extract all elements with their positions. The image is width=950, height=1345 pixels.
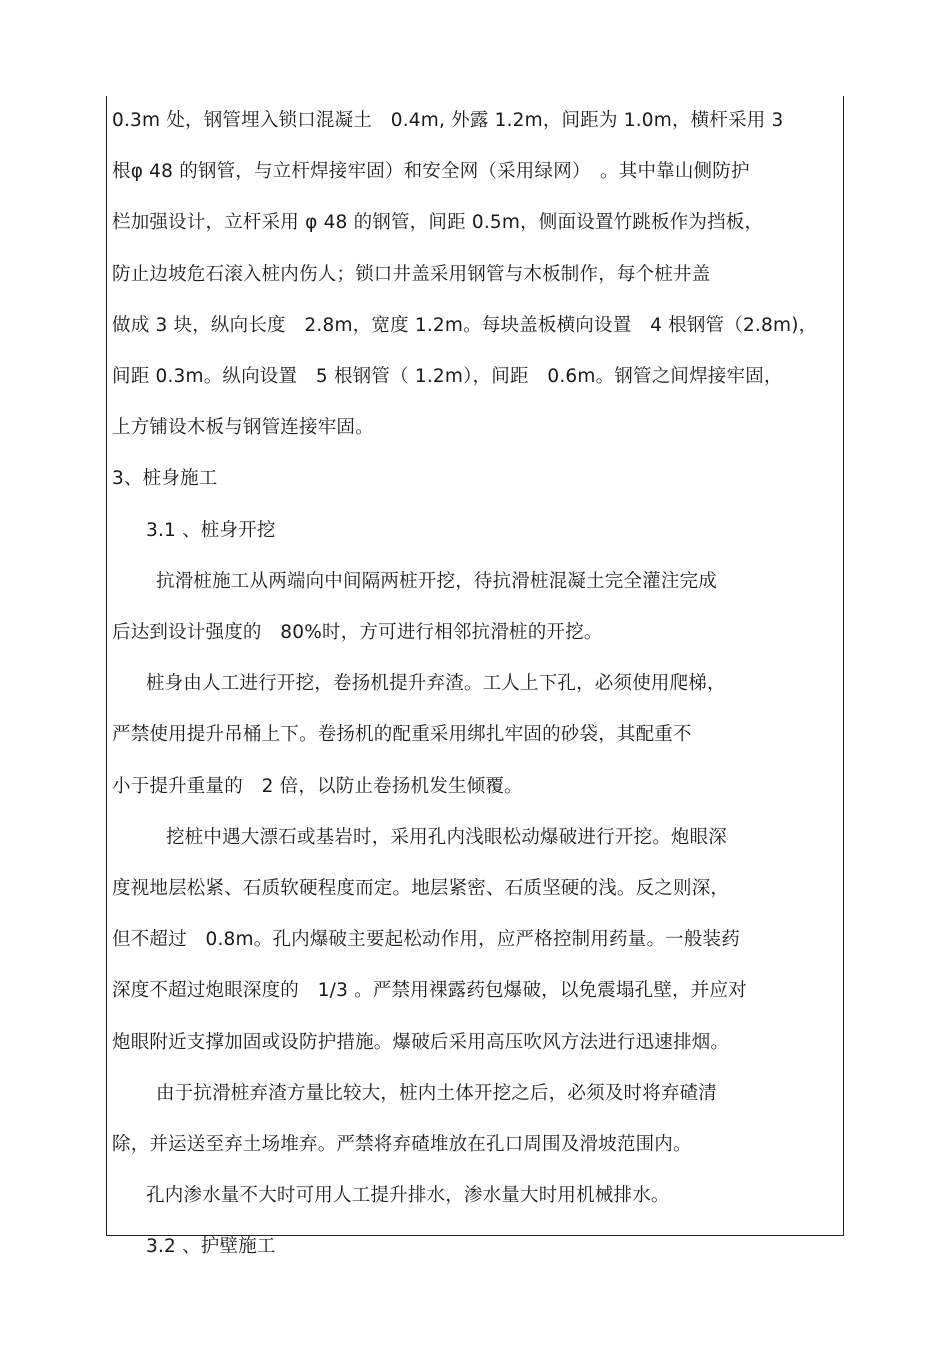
text-line: 栏加强设计，立杆采用 φ 48 的钢管，间距 0.5m，侧面设置竹跳板作为挡板， [112,212,764,233]
text-line: 抗滑桩施工从两端向中间隔两桩开挖，待抗滑桩混凝土完全灌注完成 [156,571,718,592]
section-heading: 3、桩身施工 [112,468,218,489]
subsection-heading: 3.1 、桩身开挖 [146,520,276,541]
text-line: 孔内渗水量不大时可用人工提升排水，渗水量大时用机械排水。 [146,1185,670,1206]
text-line: 根φ 48 的钢管，与立杆焊接牢固）和安全网（采用绿网） 。其中靠山侧防护 [112,161,750,182]
subsection-heading: 3.2 、护壁施工 [146,1236,276,1257]
text-line: 但不超过 0.8m。孔内爆破主要起松动作用，应严格控制用药量。一般装药 [112,929,740,950]
text-line: 度视地层松紧、石质软硬程度而定。地层紧密、石质坚硬的浅。反之则深， [112,878,730,899]
text-line: 深度不超过炮眼深度的 1/3 。严禁用裸露药包爆破，以免震塌孔壁，并应对 [112,980,747,1001]
text-line: 由于抗滑桩弃渣方量比较大，桩内土体开挖之后，必须及时将弃碴清 [156,1083,718,1104]
text-line: 上方铺设木板与钢管连接牢固。 [112,417,374,438]
text-line: 严禁使用提升吊桶上下。卷扬机的配重采用绑扎牢固的砂袋，其配重不 [112,724,692,745]
text-line: 除，并运送至弃土场堆弃。严禁将弃碴堆放在孔口周围及滑坡范围内。 [112,1134,692,1155]
text-line: 0.3m 处，钢管埋入锁口混凝土 0.4m, 外露 1.2m，间距为 1.0m，横杆采用 3 [112,110,784,131]
text-line: 小于提升重量的 2 倍，以防止卷扬机发生倾覆。 [112,776,523,797]
text-line: 挖桩中遇大漂石或基岩时，采用孔内浅眼松动爆破进行开挖。炮眼深 [166,827,728,848]
text-line: 炮眼附近支撑加固或设防护措施。爆破后采用高压吹风方法进行迅速排烟。 [112,1032,730,1053]
text-line: 间距 0.3m。纵向设置 5 根钢管（ 1.2m），间距 0.6m。钢管之间焊接牢固， [112,366,783,387]
text-line: 桩身由人工进行开挖，卷扬机提升弃渣。工人上下孔，必须使用爬梯， [146,673,726,694]
text-line: 做成 3 块，纵向长度 2.8m，宽度 1.2m。每块盖板横向设置 4 根钢管（2.8m)， [112,315,818,336]
text-line: 后达到设计强度的 80%时，方可进行相邻抗滑桩的开挖。 [112,622,603,643]
text-line: 防止边坡危石滚入桩内伤人；锁口井盖采用钢管与木板制作，每个桩井盖 [112,264,711,285]
